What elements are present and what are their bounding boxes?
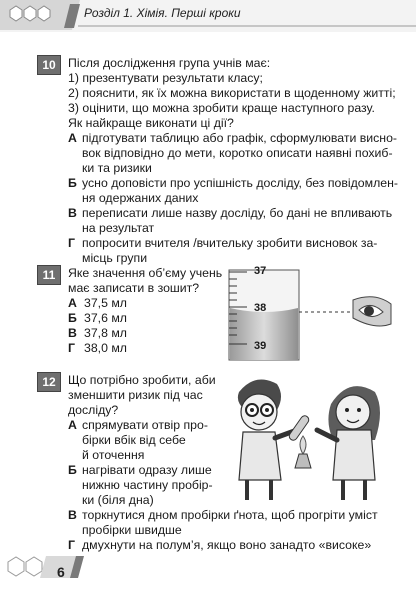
q12-option-c[interactable] — [68, 508, 398, 538]
option-text: місць групи — [82, 251, 148, 265]
q11-option-c[interactable] — [68, 326, 188, 341]
option-text: нижню частину пробір- — [82, 478, 213, 492]
q10-line-5: Як найкраще виконати ці дії? — [68, 116, 234, 130]
question-number-12: 12 — [37, 372, 61, 392]
option-text: ня одержаних даних — [82, 191, 199, 205]
option-letter: Б — [68, 176, 77, 190]
option-letter: Г — [68, 341, 75, 355]
option-letter: А — [68, 131, 77, 145]
option-letter: Б — [68, 463, 77, 477]
q10-option-b[interactable] — [68, 176, 398, 206]
option-text: ки та ризики — [82, 161, 152, 175]
option-text: переписати лише назву досліду, бо дані не впливають — [82, 206, 393, 220]
hexagon-decoration-icon — [10, 6, 50, 21]
q12-line-1: Що потрібно зробити, аби — [68, 373, 216, 387]
page-number: 6 — [57, 564, 65, 580]
students-experiment-illustration — [225, 370, 405, 505]
scale-label-38: 38 — [254, 302, 267, 314]
option-letter: А — [68, 296, 77, 310]
option-text: й оточення — [82, 448, 145, 462]
q11-line-2: має записати в зошит? — [68, 281, 200, 295]
option-letter: В — [68, 206, 77, 220]
q10-line-1: Після дослідження група учнів має: — [68, 56, 271, 70]
q12-option-b[interactable] — [68, 463, 218, 508]
option-letter: Б — [68, 311, 77, 325]
option-letter: Г — [68, 236, 75, 250]
question-number-10: 10 — [37, 55, 61, 75]
girl-figure-icon — [317, 386, 380, 500]
option-letter: В — [68, 508, 77, 522]
option-text: спрямувати отвір про- — [82, 418, 208, 432]
section-title: Розділ 1. Хімія. Перші кроки — [84, 6, 241, 20]
option-text: 38,0 мл — [84, 341, 127, 355]
option-text: нагрівати одразу лише — [82, 463, 212, 477]
option-text: ки (біля дна) — [82, 493, 154, 507]
option-text: усно доповісти про успішність досліду, без повідомлен- — [82, 176, 398, 190]
q10-option-a[interactable] — [68, 131, 398, 176]
q10-line-3: 2) пояснити, як їх можна використати в щоденному житті; — [68, 86, 396, 100]
q10-option-c[interactable] — [68, 206, 398, 236]
q11-line-1: Яке значення об’єму учень — [68, 266, 223, 280]
q12-line-2: зменшити ризик під час — [68, 388, 203, 402]
q12-option-a[interactable] — [68, 418, 218, 463]
option-text: торкнутися дном пробірки ґнота, щоб прогріти уміст — [82, 508, 378, 522]
option-text: попросити вчителя /вчительку зробити висновок за- — [82, 236, 378, 250]
q11-option-a[interactable] — [68, 296, 188, 311]
q10-line-4: 3) оцінити, що можна зробити краще наступного разу. — [68, 101, 375, 115]
q11-option-d[interactable] — [68, 341, 188, 356]
option-text: дмухнути на полум’я, якщо воно занадто «високе» — [82, 538, 372, 552]
scale-label-37: 37 — [254, 265, 267, 277]
option-letter: Г — [68, 538, 75, 552]
test-tube-icon — [288, 414, 311, 468]
q12-line-3: досліду? — [68, 403, 119, 417]
option-letter: В — [68, 326, 77, 340]
option-text: на результат — [82, 221, 155, 235]
option-text: бірки вбік від себе — [82, 433, 186, 447]
eye-icon — [353, 297, 391, 326]
boy-figure-icon — [238, 380, 297, 501]
option-text: 37,8 мл — [84, 326, 127, 340]
option-text: вок відповідно до мети, коротко описати наявні похиб- — [82, 146, 393, 160]
option-letter: А — [68, 418, 77, 432]
option-text: 37,6 мл — [84, 311, 127, 325]
option-text: пробірки швидше — [82, 523, 182, 537]
q10-line-2: 1) презентувати результати класу; — [68, 71, 263, 85]
option-text: 37,5 мл — [84, 296, 127, 310]
question-number-11: 11 — [37, 265, 61, 285]
graduated-cylinder-illustration — [225, 262, 395, 362]
option-text: підготувати таблицю або графік, сформулювати висно- — [82, 131, 398, 145]
hexagon-decoration-icon — [8, 557, 42, 576]
scale-label-39: 39 — [254, 340, 267, 352]
q11-option-b[interactable] — [68, 311, 188, 326]
